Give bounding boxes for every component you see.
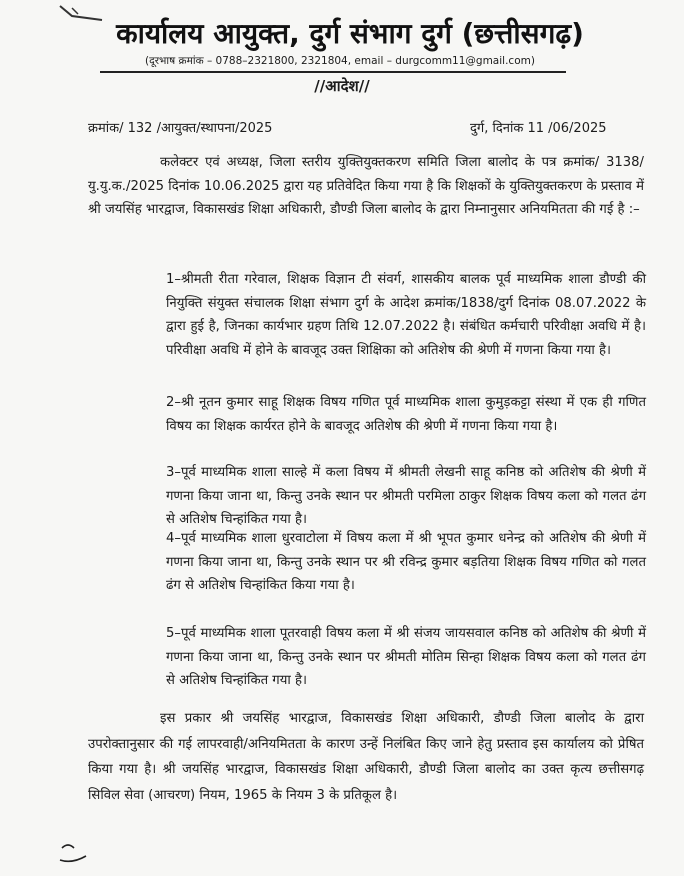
order-heading: //आदेश// [314, 77, 370, 95]
irregularity-item-3: 3–पूर्व माध्यमिक शाला साल्हे में कला विषय में श्रीमती लेखनी साहू कनिष्ठ को अतिशेष की श्रेणी में गणना किया जाना था, किन्तु उनके स्थान पर श्रीमती परमिला ठाकुर शिक्षक विषय कला को गलत ढंग से अतिशेष चिन्हांकित गया है। [166, 465, 646, 527]
office-title: कार्यालय आयुक्त, दुर्ग संभाग दुर्ग (छत्तीसगढ़) [116, 17, 584, 50]
handwritten-mark-icon [56, 838, 96, 868]
irregularity-item-5: 5–पूर्व माध्यमिक शाला पूतरवाही विषय कला में श्री संजय जायसवाल कनिष्ठ को अतिशेष की श्रेणी में गणना किया जाना था, किन्तु उनके स्थान पर श्रीमती मोतिम सिन्हा शिक्षक विषय कला को गलत ढंग से अतिशेष चिन्हांकित गया है। [166, 626, 646, 688]
reference-date: दुर्ग, दिनांक 11 /06/2025 [470, 121, 607, 136]
conclusion-paragraph: इस प्रकार श्री जयसिंह भारद्वाज, विकासखंड शिक्षा अधिकारी, डौण्डी जिला बालोद के द्वारा उपरोक्तानुसार की गई लापरवाही/अनियमितता के कारण उन्हें निलंबित किए जाने हेतु प्रस्ताव इस कार्यालय को प्रेषित किया गया है। श्री जयसिंह भारद्वाज, विकासखंड शिक्षा अधिकारी, डौण्डी जिला बालोद का उक्त कृत्य छत्तीसगढ़ सिविल सेवा (आचरण) नियम, 1965 के नियम 3 के प्रतिकूल है। [88, 711, 644, 803]
reference-number: क्रमांक/ 132 /आयुक्त/स्थापना/2025 [88, 121, 273, 136]
intro-paragraph: कलेक्टर एवं अध्यक्ष, जिला स्तरीय युक्तियुक्तकरण समिति जिला बालोद के पत्र क्रमांक/ 3138/यु.यु.क./2025 दिनांक 10.06.2025 द्वारा यह प्रतिवेदित किया गया है कि शिक्षकों के युक्तियुक्तकरण के प्रस्ताव में श्री जयसिंह भारद्वाज, विकासखंड शिक्षा अधिकारी, डौण्डी जिला बालोद के द्वारा निम्नानुसार अनियमितता की गई है :– [88, 155, 644, 217]
irregularity-item-1: 1–श्रीमती रीता गरेवाल, शिक्षक विज्ञान टी संवर्ग, शासकीय बालक पूर्व माध्यमिक शाला डौण्डी की नियुक्ति संयुक्त संचालक शिक्षा संभाग दुर्ग के आदेश क्रमांक/1838/दुर्ग दिनांक 08.07.2022 के द्वारा हुई है, जिनका कार्यभार ग्रहण तिथि 12.07.2022 है। संबंधित कर्मचारी परिवीक्षा अवधि में है। परिवीक्षा अवधि में होने के बावजूद उक्त शिक्षिका को अतिशेष की श्रेणी में गणना किया गया है। [166, 272, 646, 358]
contact-line: (दूरभाष क्रमांक – 0788–2321800, 2321804, email – durgcomm11@gmail.com) [145, 55, 535, 67]
irregularity-item-2: 2–श्री नूतन कुमार साहू शिक्षक विषय गणित पूर्व माध्यमिक शाला कुमुड़कट्टा संस्था में एक ही गणित विषय का शिक्षक कार्यरत होने के बावजूद अतिशेष की श्रेणी में गणना किया गया है। [166, 395, 646, 434]
irregularity-item-4: 4–पूर्व माध्यमिक शाला धुरवाटोला में विषय कला में श्री भूपत कुमार धनेन्द्र को अतिशेष की श्रेणी में गणना किया जाना था, किन्तु उनके स्थान पर श्री रविन्द्र कुमार बड़तिया शिक्षक विषय गणित को गलत ढंग से अतिशेष चिन्हांकित किया गया है। [166, 531, 646, 593]
header-divider [100, 71, 566, 73]
